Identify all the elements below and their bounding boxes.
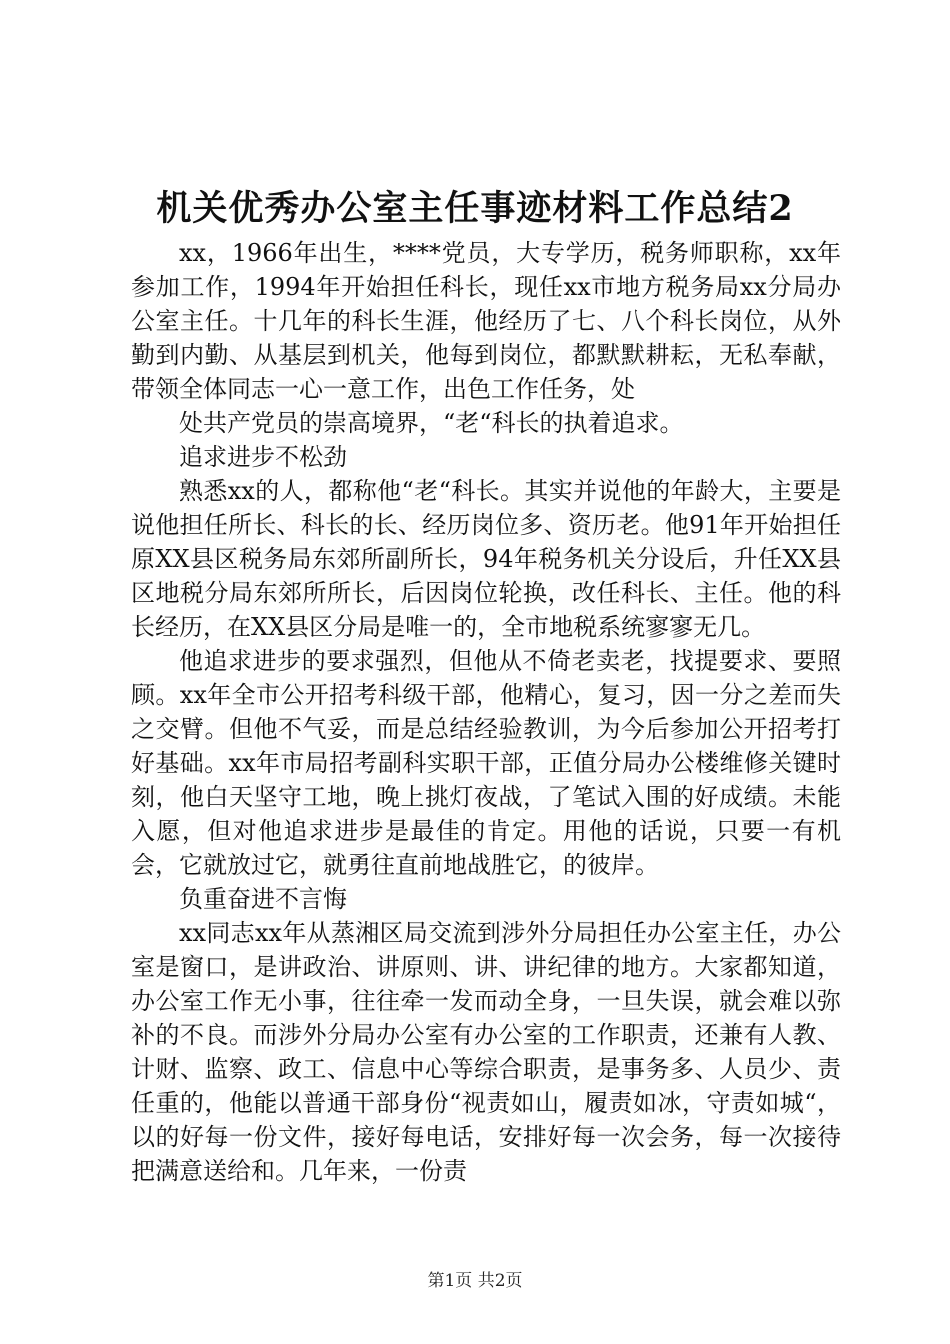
paragraph-progress-2: 他追求进步的要求强烈，但他从不倚老卖老，找提要求、要照顾。xx年全市公开招考科级干部，他精心，复习，因一分之差而失之交臂。但他不气妥，而是总结经验教训，为今后参加公开招考打好基础。xx年市局招考副科实职干部，正值分局办公楼维修关键时刻，他白天坚守工地，晚上挑灯夜战，了笔试入围的好成绩。未能入愿，但对他追求进步是最佳的肯定。用他的话说，只要一有机会，它就放过它，就勇往直前地战胜它，的彼岸。 bbox=[131, 647, 841, 879]
page-footer: 第1页 共2页 bbox=[427, 1271, 523, 1291]
paragraph-continuation: 处共产党员的崇高境界，“老“科长的执着追求。 bbox=[179, 409, 684, 437]
section-heading-progress: 追求进步不松劲 bbox=[179, 443, 347, 471]
paragraph-intro: xx，1966年出生，****党员，大专学历，税务师职称，xx年参加工作，1994年开始担任科长，现任xx市地方税务局xx分局办公室主任。十几年的科长生涯，他经历了七、八个科长岗位，从外勤到内勤、从基层到机关，他每到岗位，都默默耕耘，无私奉献，带领全体同志一心一意工作，出色工作任务，处 bbox=[131, 239, 841, 403]
paragraph-progress-1: 熟悉xx的人，都称他“老“科长。其实并说他的年龄大，主要是说他担任所长、科长的长、经历岗位多、资历老。他91年开始担任原XX县区税务局东郊所副所长，94年税务机关分设后，升任XX县区地税分局东郊所所长，后因岗位轮换，改任科长、主任。他的科长经历，在XX县区分局是唯一的，全市地税系统寥寥无几。 bbox=[131, 477, 841, 641]
document-title: 机关优秀办公室主任事迹材料工作总结2 bbox=[156, 188, 794, 229]
document-body bbox=[131, 236, 841, 1188]
section-heading-burden: 负重奋进不言悔 bbox=[179, 885, 347, 913]
paragraph-burden-1: xx同志xx年从蒸湘区局交流到涉外分局担任办公室主任，办公室是窗口，是讲政治、讲原则、讲、讲纪律的地方。大家都知道，办公室工作无小事，往往牵一发而动全身，一旦失误，就会难以弥补的不良。而涉外分局办公室有办公室的工作职责，还兼有人教、计财、监察、政工、信息中心等综合职责，是事务多、人员少、责任重的，他能以普通干部身份“视责如山，履责如冰，守责如城“，以的好每一份文件，接好每电话，安排好每一次会务，每一次接待把满意送给和。几年来，一份责 bbox=[131, 919, 841, 1185]
